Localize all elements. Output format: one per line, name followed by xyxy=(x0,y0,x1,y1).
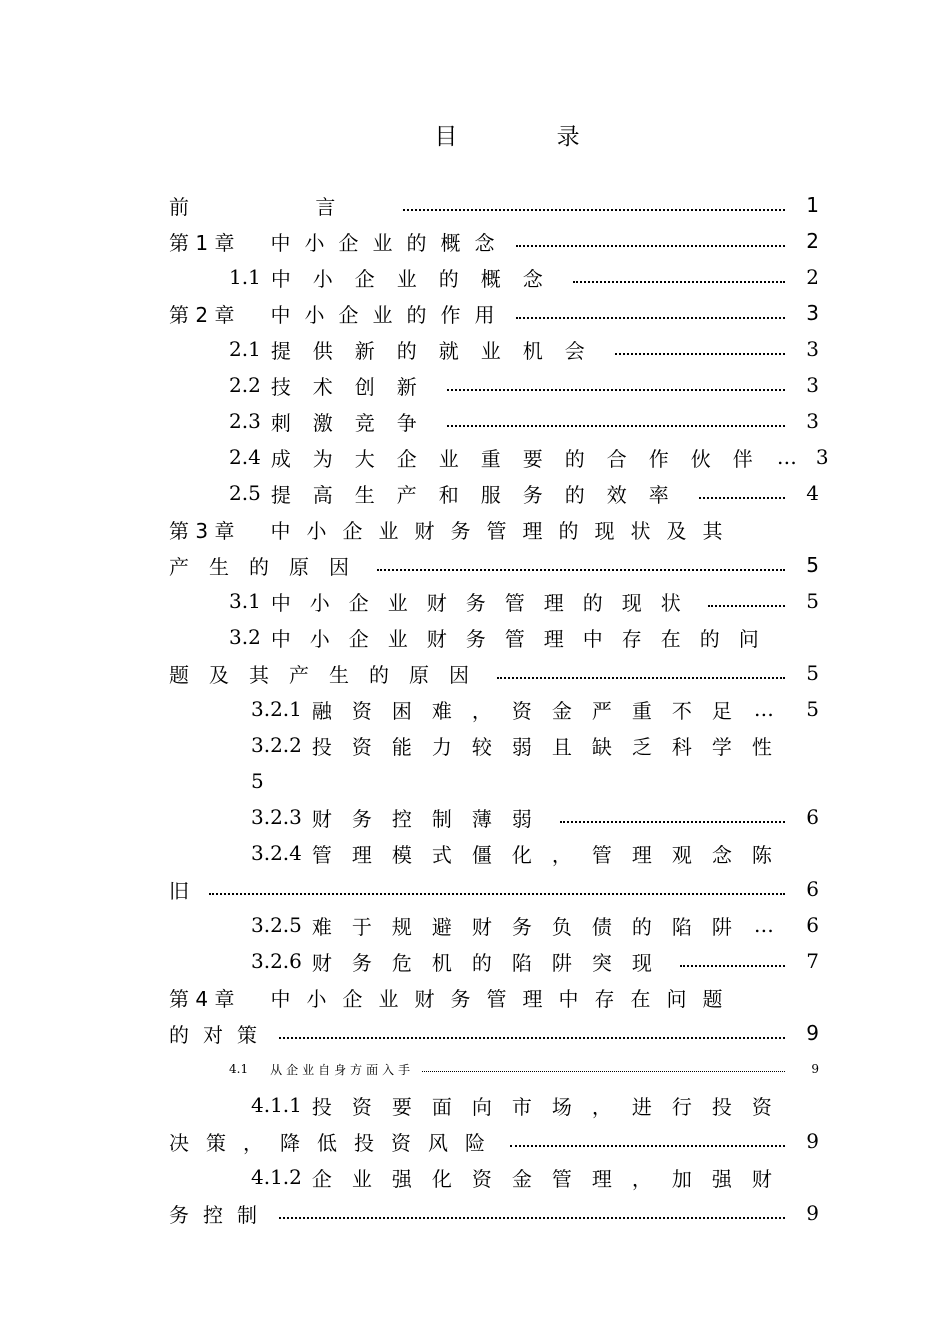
toc-entry: 第 1 章 中小企业的概念 2 xyxy=(169,229,819,255)
dot-leader xyxy=(560,821,785,823)
dot-leader xyxy=(516,245,785,247)
dot-leader xyxy=(680,965,785,967)
toc-entry: 第 3 章 中小企业财务管理的现状及其 xyxy=(169,518,739,543)
toc-entry: 3.2.1 融资困难，资金严重不足 … 5 xyxy=(251,697,819,723)
dot-leader xyxy=(279,1217,785,1219)
toc-entry: 2.5 提高生产和服务的效率 4 xyxy=(229,481,819,507)
toc-entry-continued: 产生的原因 5 xyxy=(169,553,819,579)
toc-entry: 4.1.2 企业强化资金管理，加强财 xyxy=(251,1165,792,1191)
toc-entry: 3.2.4 管理模式僵化，管理观念陈 xyxy=(251,841,792,867)
toc-entry: 前 言 1 xyxy=(169,193,819,219)
toc-title: 目 录 xyxy=(434,124,626,150)
toc-entry-continued: 旧 6 xyxy=(169,877,819,903)
toc-entry: 4.1.1 投资要面向市场，进行投资 xyxy=(251,1093,792,1119)
dot-leader xyxy=(279,1037,785,1039)
toc-entry: 3.2 中小企业财务管理中存在的问 xyxy=(229,625,778,651)
toc-entry: 3.2.2 投资能力较弱且缺乏科学性 xyxy=(251,733,792,759)
toc-entry: 3.2.3 财务控制薄弱 6 xyxy=(251,805,819,831)
toc-entry: 2.2 技术创新 3 xyxy=(229,373,819,399)
toc-entry: 4.1 从企业自身方面入手 9 xyxy=(229,1062,819,1077)
dot-leader xyxy=(377,569,785,571)
dot-leader xyxy=(708,605,785,607)
dot-leader xyxy=(510,1145,785,1147)
toc-entry: 2.3 刺激竞争 3 xyxy=(229,409,819,435)
toc-entry: 2.4 成为大企业重要的合作伙伴 … 3 xyxy=(229,445,829,471)
dot-leader xyxy=(573,281,785,283)
toc-entry-continued: 务控制 9 xyxy=(169,1201,819,1227)
toc-entry: 第 4 章 中小企业财务管理中存在问题 xyxy=(169,986,739,1011)
toc-entry: 3.1 中小企业财务管理的现状 5 xyxy=(229,589,819,615)
toc-entry-continued: 题及其产生的原因 5 xyxy=(169,661,819,687)
dot-leader xyxy=(699,497,785,499)
table-of-contents xyxy=(169,187,829,1231)
toc-entry: 1.1 中小企业的概念 2 xyxy=(229,265,819,291)
dot-leader xyxy=(209,893,785,895)
dot-leader xyxy=(497,677,785,679)
dot-leader xyxy=(403,209,785,211)
toc-entry: 2.1 提供新的就业机会 3 xyxy=(229,337,819,363)
toc-entry: 3.2.6 财务危机的陷阱突现 7 xyxy=(251,949,819,975)
dot-leader xyxy=(422,1071,785,1072)
toc-entry-continued: 决策，降低投资风险 9 xyxy=(169,1129,819,1155)
dot-leader xyxy=(447,389,785,391)
dot-leader xyxy=(447,425,785,427)
toc-entry: 3.2.5 难于规避财务负债的陷阱 … 6 xyxy=(251,913,819,939)
toc-entry-continued: 5 xyxy=(251,769,264,793)
dot-leader xyxy=(516,317,785,319)
toc-entry: 第 2 章 中小企业的作用 3 xyxy=(169,301,819,327)
dot-leader xyxy=(615,353,785,355)
toc-entry-continued: 的对策 9 xyxy=(169,1021,819,1047)
